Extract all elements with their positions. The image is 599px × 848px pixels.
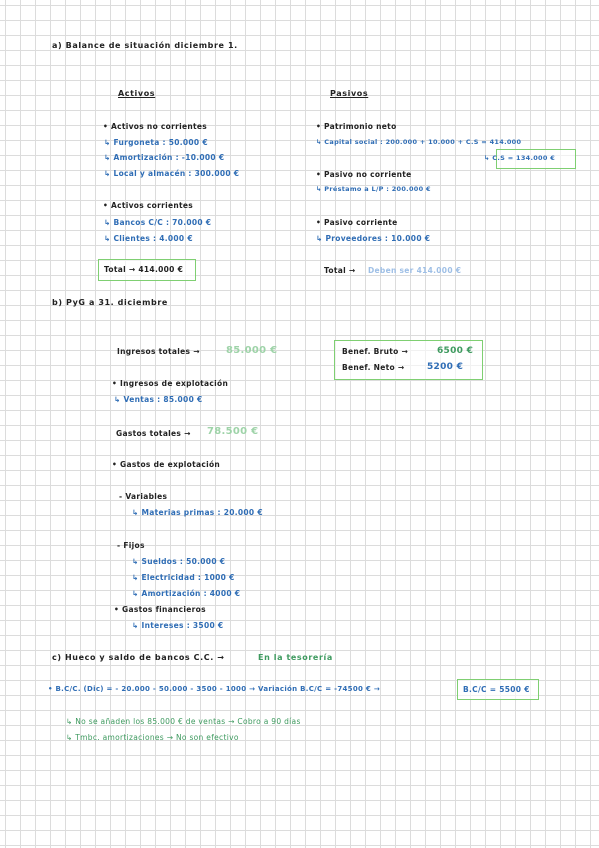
benef-bruto-label: Benef. Bruto → <box>342 347 409 356</box>
total-activos: Total → 414.000 € <box>104 265 184 274</box>
cs-result: ↳ C.S = 134.000 € <box>484 154 556 162</box>
intereses-item: ↳ Intereses : 3500 € <box>132 621 224 630</box>
gastos-explotacion-label: • Gastos de explotación <box>112 460 221 469</box>
pasivo-corriente-label: • Pasivo corriente <box>316 218 398 227</box>
activos-corrientes-label: • Activos corrientes <box>103 201 194 210</box>
electricidad-item: ↳ Electricidad : 1000 € <box>132 573 235 582</box>
pasivo-no-corriente-label: • Pasivo no corriente <box>316 170 412 179</box>
bancos-item: ↳ Bancos C/C : 70.000 € <box>104 218 212 227</box>
proveedores-item: ↳ Proveedores : 10.000 € <box>316 234 431 243</box>
banco-result: B.C/C = 5500 € <box>463 685 530 694</box>
activos-no-corrientes-label: • Activos no corrientes <box>103 122 208 131</box>
ingresos-totales-label: Ingresos totales → <box>117 347 200 356</box>
section-a-title: a) Balance de situación diciembre 1. <box>52 41 238 50</box>
patrimonio-neto-label: • Patrimonio neto <box>316 122 397 131</box>
benef-neto-value: 5200 € <box>427 362 464 372</box>
ingresos-explotacion-label: • Ingresos de explotación <box>112 379 229 388</box>
gastos-totales-value: 78.500 € <box>207 426 259 437</box>
materias-primas-item: ↳ Materias primas : 20.000 € <box>132 508 263 517</box>
section-c-title: c) Hueco y saldo de bancos C.C. → <box>52 653 225 662</box>
section-b-title: b) PyG a 31. diciembre <box>52 298 168 307</box>
ingresos-totales-value: 85.000 € <box>226 345 278 356</box>
gastos-totales-label: Gastos totales → <box>116 429 191 438</box>
prestamo-item: ↳ Préstamo a L/P : 200.000 € <box>316 185 431 193</box>
section-c-title-note: En la tesorería <box>258 653 333 662</box>
ventas-item: ↳ Ventas : 85.000 € <box>114 395 203 404</box>
pasivos-header: Pasivos <box>330 89 369 98</box>
note-amortizaciones: ↳ Tmbc. amortizaciones → No son efectivo <box>66 733 239 742</box>
furgoneta-item: ↳ Furgoneta : 50.000 € <box>104 138 208 147</box>
variables-label: - Variables <box>119 492 168 501</box>
benef-neto-label: Benef. Neto → <box>342 363 405 372</box>
amortizacion-gasto-item: ↳ Amortización : 4000 € <box>132 589 241 598</box>
local-almacen-item: ↳ Local y almacén : 300.000 € <box>104 169 240 178</box>
gastos-financieros-label: • Gastos financieros <box>114 605 206 614</box>
clientes-item: ↳ Clientes : 4.000 € <box>104 234 193 243</box>
benef-bruto-value: 6500 € <box>437 346 474 356</box>
note-ventas: ↳ No se añaden los 85.000 € de ventas → Cobro a 90 días <box>66 717 301 726</box>
sueldos-item: ↳ Sueldos : 50.000 € <box>132 557 226 566</box>
banco-formula: • B.C/C. (Dic) = - 20.000 - 50.000 - 3500 - 1000 → Variación B.C/C = -74500 € → <box>48 685 380 693</box>
fijos-label: - Fijos <box>117 541 145 550</box>
total-pasivos-value: Deben ser 414.000 € <box>368 266 462 275</box>
total-pasivos-label: Total → <box>324 266 356 275</box>
capital-social-item: ↳ Capital social : 200.000 + 10.000 + C.S = 414.000 <box>316 138 522 146</box>
activos-header: Activos <box>118 89 156 98</box>
amortizacion-item: ↳ Amortización : -10.000 € <box>104 153 225 162</box>
